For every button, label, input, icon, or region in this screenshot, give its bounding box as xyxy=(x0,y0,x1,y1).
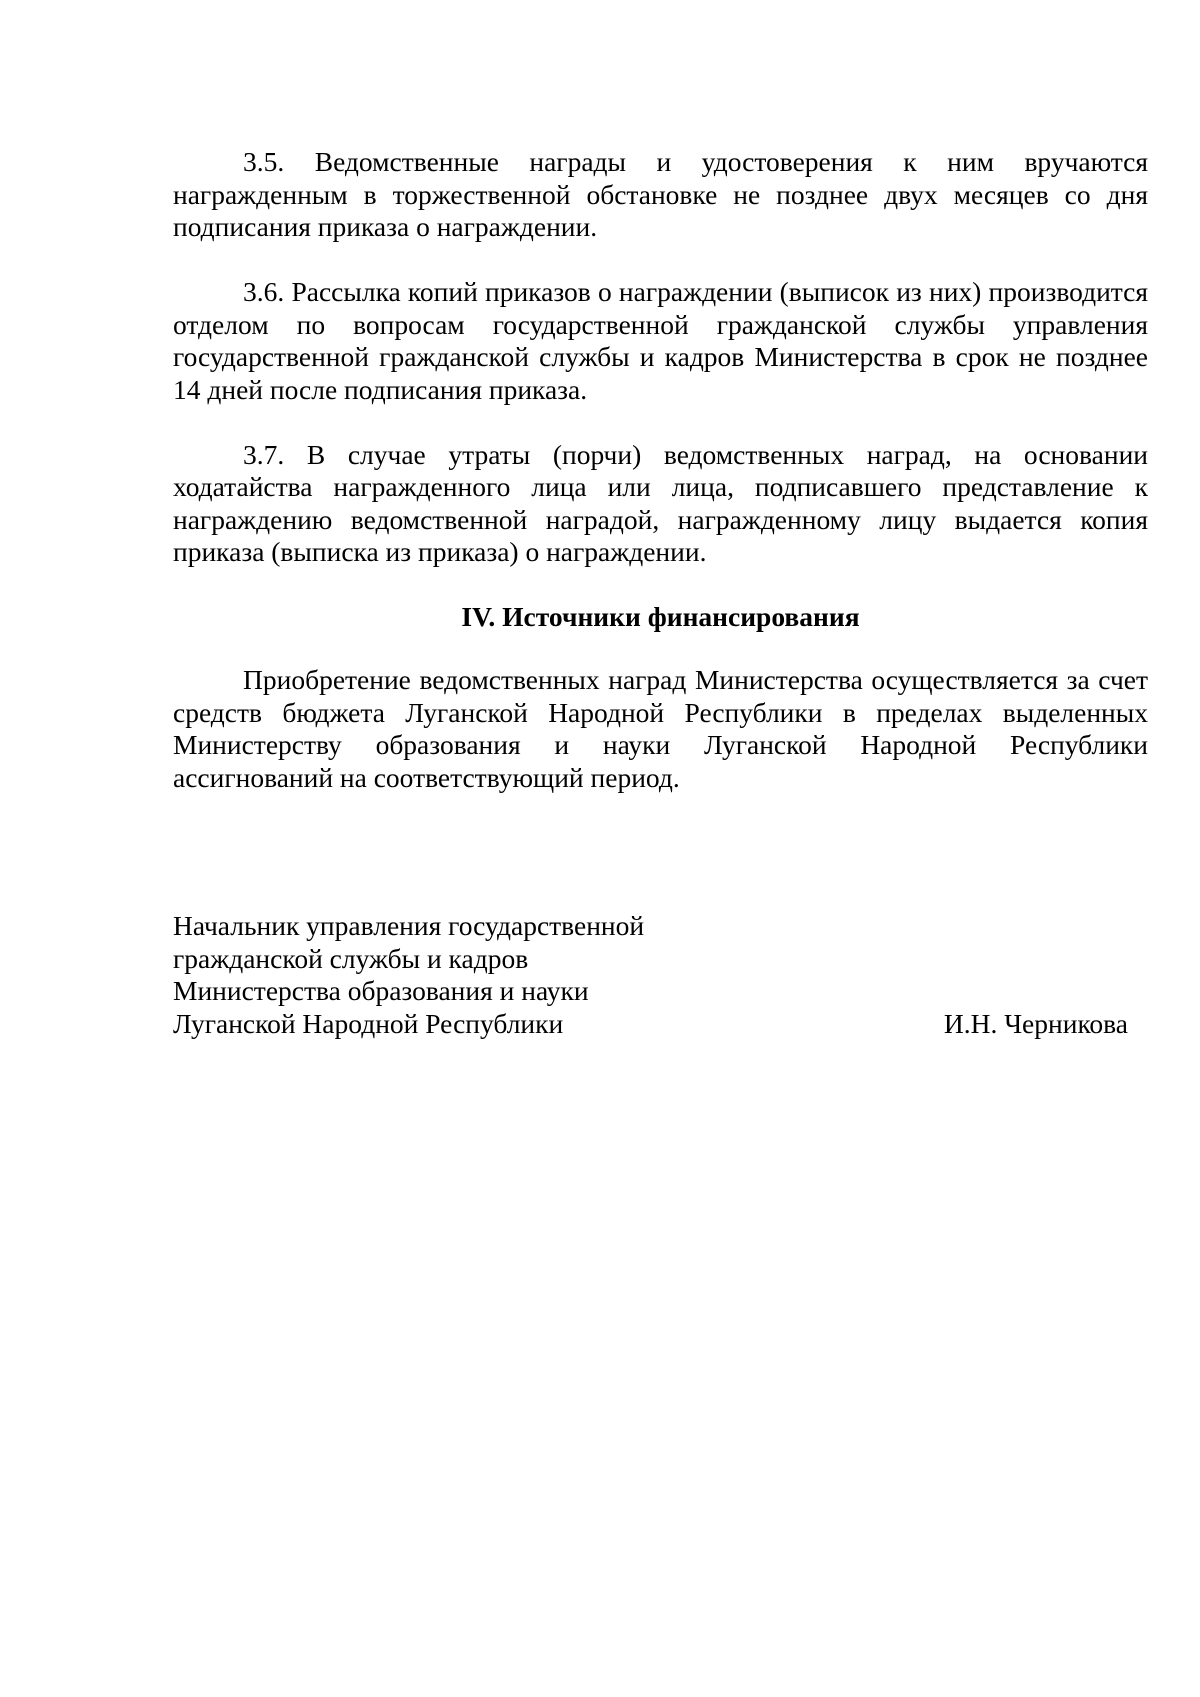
paragraph-3-5: 3.5. Ведомственные награды и удостоверения к ним вручаются награжденным в торжественной обстановке не позднее двух месяцев со дня подписания приказа о награждении. xyxy=(173,146,1148,242)
section-heading: IV. Источники финансирования xyxy=(461,600,860,632)
signatory-name: И.Н. Черникова xyxy=(943,1007,1128,1039)
paragraph-3-6: 3.6. Рассылка копий приказов о награждении (выписок из них) производится отделом по вопросам государственной гражданской службы управления государственной гражданской службы и кадров Министерства в срок не позднее 14 дней после подписания приказа. xyxy=(173,276,1148,405)
signature-block xyxy=(173,910,1128,1040)
signature-title-line: Луганской Народной Республики xyxy=(173,1007,564,1039)
signature-title-line: Начальник управления государственной xyxy=(173,910,645,941)
financing-paragraph: Приобретение ведомственных наград Министерства осуществляется за счет средств бюджета Луганской Народной Республики в пределах выделенных Министерству образования и науки Луганской Народной Республики ассигнований на соответствующий период. xyxy=(173,664,1148,793)
document-body xyxy=(173,146,1148,794)
signature-title-line: гражданской службы и кадров xyxy=(173,942,529,974)
signature-title-line: Министерства образования и науки xyxy=(173,975,589,1006)
paragraph-3-7: 3.7. В случае утраты (порчи) ведомственных наград, на основании ходатайства награжденного лица или лица, подписавшего представление к награждению ведомственной наградой, награжденному лицу выдается копия приказа (выписка из приказа) о награждении. xyxy=(173,438,1148,567)
